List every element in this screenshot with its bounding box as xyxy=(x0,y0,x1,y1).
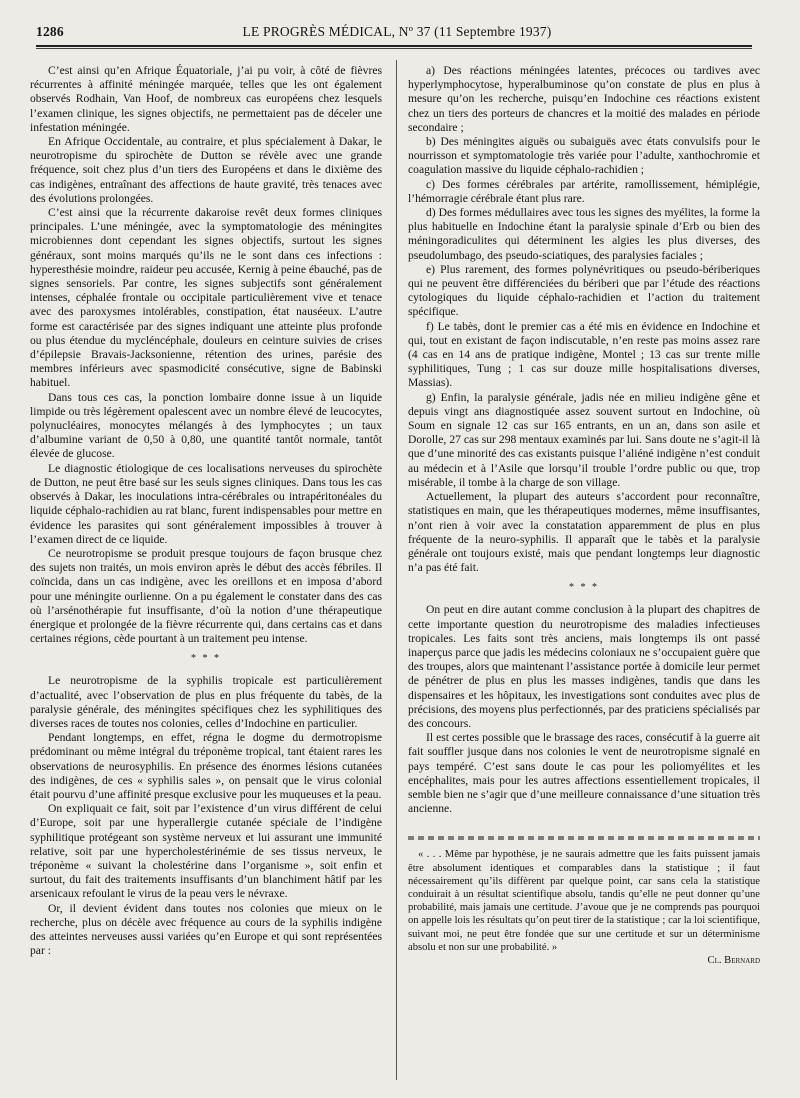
list-item: d) Des formes médullaires avec tous les signes des myélites, la forme la plus habituelle en Indochine étant la paralysie spinale d’Erb ou bien des méningoradiculites qui déterminent les algies les plus diverses, des pseudolumbago, des pseudo-sciatiques, des paralysies faciales ; xyxy=(408,206,760,262)
list-item: b) Des méningites aiguës ou subaiguës avec états convulsifs pour le nourrisson et symptomatologie très variée pour l’adulte, xanthochromie et coagulation massive du liquide céphalo-rachidien ; xyxy=(408,135,760,177)
footnote-signature: Cl. Bernard xyxy=(707,954,760,966)
paragraph: Pendant longtemps, en effet, régna le dogme du dermotropisme prédominant ou même intégral du tréponème tropical, tant étaient rares les observations de neurosyphilis. En présence des énormes lésions cutanées des indigènes, de ces « syphilis sales », on pensait que le virus colonial était pourvu d’une affinité presque exclusive pour les muqueuses et la peau. xyxy=(30,731,382,801)
paragraph: Ce neurotropisme se produit presque toujours de façon brusque chez des sujets non traités, un mois environ après le début des accès fébriles. Il coïncida, dans un cas indigène, avec les oreillons et en imposa d’abord pour une méningite ourlienne. On a pu également le constater dans des cas où l’arsénothérapie fut insuffisante, d’où la notion d’une thérapeutique énergique et prolongée de la fièvre récurrente qui, dans certains cas et dans certaines régions, cède pourtant à un traitement peu intense. xyxy=(30,546,382,646)
paragraph: On expliquait ce fait, soit par l’existence d’un virus différent de celui d’Europe, soit par une hyperallergie cutanée spéciale de l’indigène syphilitique protégeant son système nerveux et lui assurant une immunité relative, soit par une hypercholestérinémie de ses tissus nerveux, le tréponème « suivant la cholestérine dans l’organisme », soit enfin et surtout, du fait des traitements insuffisants d’un blanchiment hâtif par les arsenicaux refoulant le virus de la peau vers le névraxe. xyxy=(30,802,382,901)
paragraph: On peut en dire autant comme conclusion à la plupart des chapitres de cette importante question du neurotropisme des maladies infectieuses tropicales. Les faits sont très anciens, mais longtemps ils ont passé inaperçus parce que jadis les médecins coloniaux ne s’occupaient guère que des troupes, alors que maintenant l’assistance portée à domicile leur permet de pénétrer de plus en plus les masses indigènes, tandis que dans les dispensaires et les hôpitaux, les investigations sont conduites avec plus de précisions, des moyens plus perfectionnés, par des praticiens spécialisés par des concours. xyxy=(408,603,760,730)
section-separator: * * * xyxy=(191,653,221,665)
paragraph: En Afrique Occidentale, au contraire, et plus spécialement à Dakar, le neurotropisme du spirochète de Dutton se révèle avec une grande fréquence, soit chez plus d’un tiers des Européens et dans le dixième des cas indigènes, entraînant des affections de haute gravité, très tenaces avec des évolutions prolongées. xyxy=(30,135,382,205)
header-rule-thin xyxy=(36,48,752,49)
list-item: a) Des réactions méningées latentes, précoces ou tardives avec hyperlymphocytose, hyperalbuminose qu’on constate de plus en plus à mesure qu’on les recherche, puisqu’en Indochine ces réactions existent chez un tiers des porteurs de chancres et la moitié des malades en période secondaire ; xyxy=(408,64,760,134)
paragraph: C’est ainsi que la récurrente dakaroise revêt deux formes cliniques principales. L’une méningée, avec la symptomatologie des méningites microbiennes dont cependant les signes objectifs, surtout les signes généraux, sont moins marqués qu’ils ne le sont dans ces infections : hyperesthésie moindre, raideur peu accusée, Kernig à peine ébauché, pas de signes sensoriels. Par contre, les signes subjectifs sont généralement intenses, céphalée frontale ou occipitale particulièrement vive et tenace avec des paroxysmes intolérables, constipation, état nauséeux. L’autre forme est caractérisée par des signes indiquant une atteinte plus profonde ou plus étendue du mycléncéphale, douleurs en ceinture suivies de crises d’épilepsie Bravais-Jacksonienne, rétention des urines, parésie des membres inférieurs avec spasmodicité consécutive, signe de Babinski habituel. xyxy=(30,206,382,390)
list-item: c) Des formes cérébrales par artérite, ramollissement, hémiplégie, l’hémorragie cérébrale étant plus rare. xyxy=(408,177,760,205)
footnote-divider xyxy=(408,836,760,840)
paragraph: Le neurotropisme de la syphilis tropicale est particulièrement d’actualité, avec l’observation de plus en plus fréquente du tabès, de la paralysie générale, des méningites spécifiques chez les syphilitiques des diverses races de toutes nos colonies, celles d’Indochine en particulier. xyxy=(30,674,382,730)
footnote-quote: « . . . Même par hypothèse, je ne saurais admettre que les faits puissent jamais être absolument identiques et comparables dans la statistique ; il faut nécessairement qu’ils diffèrent par quelque point, car sans cela la statistique conduirait à un résultat scientifique absolu, tandis qu’elle ne peut donner qu’une probabilité, mais jamais une certitude. J’avoue que je ne comprends pas pourquoi on appelle lois les résultats qu’on peut tirer de la statistique ; car la loi scientifique, suivant moi, ne peut être fondée que sur une certitude et sur un déterminisme absolu et non sur une probabilité. » xyxy=(408,849,760,953)
paragraph: C’est ainsi qu’en Afrique Équatoriale, j’ai pu voir, à côté de fièvres récurrentes à affinité méningée marquée, telles que les ont également observés Rodhain, Van Hoof, de nombreux cas européens chez lesquels l’examen clinique, les signes objectifs, ne permettaient pas de déceler une infestation méningée. xyxy=(30,64,382,134)
list-item: f) Le tabès, dont le premier cas a été mis en évidence en Indochine et qui, tout en existant de façon indiscutable, n’en reste pas moins assez rare (4 cas en 14 ans de pratique indigène, Montel ; 13 cas sur trente mille syphilitiques, Tung ; 1 cas sur douze mille hospitalisations diverses, Massias). xyxy=(408,319,760,390)
paragraph: Il est certes possible que le brassage des races, consécutif à la guerre ait fait souffler jusque dans nos colonies le vent de neurotropisme signalé en pays tempéré. C’est sans doute le cas pour les poliomyélites et les encéphalites, mais pour les autres affections essentiellement tropicales, il semble bien ne s’agir que d’une meilleure connaissance d’une situation très ancienne. xyxy=(408,731,760,816)
section-separator: * * * xyxy=(569,582,599,594)
list-item: e) Plus rarement, des formes polynévritiques ou pseudo-bériberiques qui ne peuvent être différenciées du bériberi que par l’étude des réactions cytologiques du liquide céphalo-rachidien et l’action du traitement spécifique. xyxy=(408,262,760,319)
page-number: 1286 xyxy=(36,24,64,39)
paragraph: Le diagnostic étiologique de ces localisations nerveuses du spirochète de Dutton, ne peut être basé sur les seuls signes cliniques. Dans tous les cas observés à Dakar, les inoculations intra-cérébrales ou intrapéritonéales du liquide céphalo-rachidien au rat blanc, furent indispensables pour mettre en évidence les parasites qui sont généralement impossibles à trouver à l’examen direct de ce liquide. xyxy=(30,461,382,546)
footnote xyxy=(408,848,760,967)
column-divider xyxy=(396,60,397,1080)
page-header xyxy=(36,24,758,46)
header-rule xyxy=(36,45,752,47)
paragraph: Actuellement, la plupart des auteurs s’accordent pour reconnaître, statistiques en main, que les thérapeutiques modernes, même insuffisantes, n’ont rien à voir avec la constatation apparemment de plus en plus fréquente de la neuro-syphilis. Il apparaît que le tabès et la paralysie générale ont toujours existé, mais que pendant longtemps leur diagnostic n’a pas été fait. xyxy=(408,490,760,575)
paragraph: Or, il devient évident dans toutes nos colonies que mieux on le recherche, plus on décèle avec fréquence au cours de la syphilis indigène des atteintes nerveuses aussi variées qu’en Europe et qui sont représentées par : xyxy=(30,901,382,958)
left-column xyxy=(30,64,382,958)
paragraph: Dans tous ces cas, la ponction lombaire donne issue à un liquide limpide ou très légèrement opalescent avec un nombre élevé de leucocytes, polynucléaires, monocytes mélangés à des lymphocytes ; un taux d’albumine variant de 0,50 à 0,80, une quantité tantôt normale, tantôt élevée de glucose. xyxy=(30,390,382,461)
running-title: LE PROGRÈS MÉDICAL, Nº 37 (11 Septembre 1937) xyxy=(242,24,552,39)
list-item: g) Enfin, la paralysie générale, jadis née en milieu indigène gêne et depuis vingt ans diagnostiquée assez souvent surtout en Indochine, où Soum en signale 12 cas sur 165 entrants, en un an, dans son asile et Dorolle, 27 cas sur 298 mentaux examinés par lui. Sans doute ne s’agit-il là que d’une minorité des cas existants puisque l’aliéné indigène n’est conduit au médecin et à l’Asile que lorsqu’il trouble l’ordre public ou que, trop misérable, il tombe à la charge de son village. xyxy=(408,390,760,489)
right-column xyxy=(408,64,760,967)
